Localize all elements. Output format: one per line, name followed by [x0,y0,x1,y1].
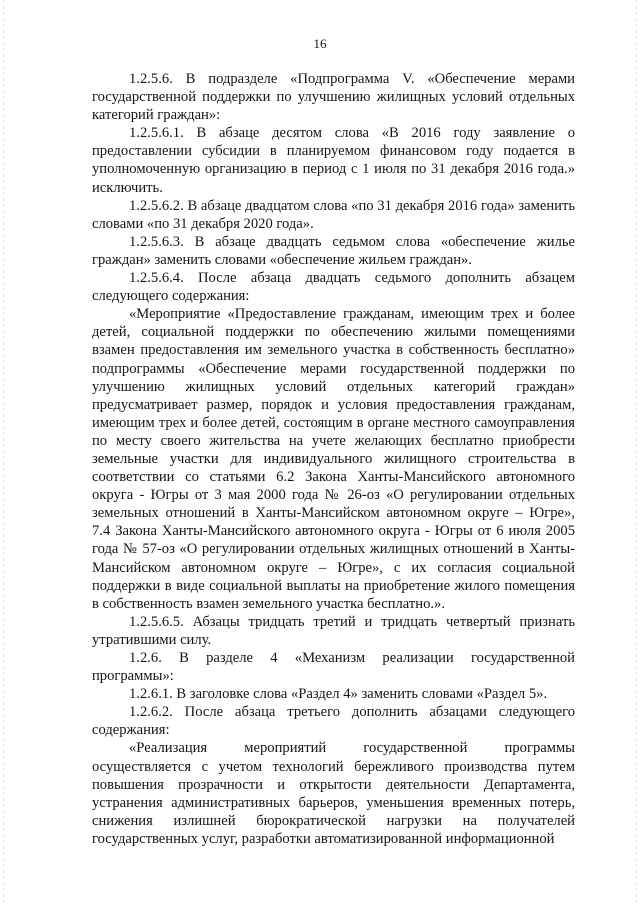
paragraph-1-2-5-6-1: 1.2.5.6.1. В абзаце десятом слова «В 2016 году заявление о предоставлении субсидии в планируемом финансовом году подается в уполномоченную организацию в период с 1 июля по 31 декабря 2016 года.» исключить. [92,125,575,196]
paragraph-1-2-5-6-3: 1.2.5.6.3. В абзаце двадцать седьмом слова «обеспечение жилье граждан» заменить словами «обеспечение жильем граждан». [92,233,575,268]
paragraph-1-2-6: 1.2.6. В разделе 4 «Механизм реализации государственной программы»: [92,650,575,685]
paragraph-1-2-5-6-4: 1.2.5.6.4. После абзаца двадцать седьмого дополнить абзацем следующего содержания: [92,270,575,305]
paragraph-1-2-6-2: 1.2.6.2. После абзаца третьего дополнить абзацами следующего содержания: [92,704,575,739]
paragraph-1-2-6-1: 1.2.6.1. В заголовке слова «Раздел 4» заменить словами «Раздел 5». [129,686,548,703]
document-body [92,70,575,848]
paragraph-1-2-5-6-5: 1.2.5.6.5. Абзацы тридцать третий и тридцать четвертый признать утратившими силу. [92,613,575,648]
scan-edge-right [636,0,637,905]
paragraph-1-2-5-6-2: 1.2.5.6.2. В абзаце двадцатом слова «по 31 декабря 2016 года» заменить словами «по 31 декабря 2020 года». [92,197,575,232]
paragraph-1-2-5-6: 1.2.5.6. В подразделе «Подпрограмма V. «Обеспечение мерами государственной поддержки по улучшению жилищных условий отдельных категорий граждан»: [92,71,575,124]
page-number: 16 [313,36,327,51]
scan-edge-left [3,0,4,905]
paragraph-quoted-measure: «Мероприятие «Предоставление гражданам, имеющим трех и более детей, социальной поддержки по обеспечению жилыми помещениями взамен предоставления им земельного участка в собственность бесплатно» подпрограммы «Обеспечение мерами государственной поддержки по улучшению жилищных условий отдельных категорий граждан» предусматривает размер, порядок и условия предоставления гражданам, имеющим трех и более детей, состоящим в органе местного самоуправления по месту своего жительства на учете желающих бесплатно приобрести земельные участки для индивидуального жилищного строительства в соответствии со статьями 6.2 Закона Ханты-Мансийского автономного округа - Югры от 3 мая 2000 года № 26-оз «О регулировании отдельных земельных отношений в Ханты-Мансийском автономном округе – Югре», 7.4 Закона Ханты-Мансийского автономного округа - Югры от 6 июля 2005 года № 57-оз «О регулировании отдельных жилищных отношений в Ханты-Мансийском автономном округе – Югре», с их согласия социальной поддержки в виде социальной выплаты на приобретение жилого помещения в собственность взамен земельного участка бесплатно.». [92,306,575,612]
paragraph-quoted-implementation: «Реализация мероприятий государственной программы осуществляется с учетом технологий бережливого производства путем повышения прозрачности и открытости деятельности Департамента, устранения административных барьеров, уменьшения временных потерь, снижения излишней бюрократической нагрузки на получателей государственных услуг, разработки автоматизированной информационной [92,740,575,847]
